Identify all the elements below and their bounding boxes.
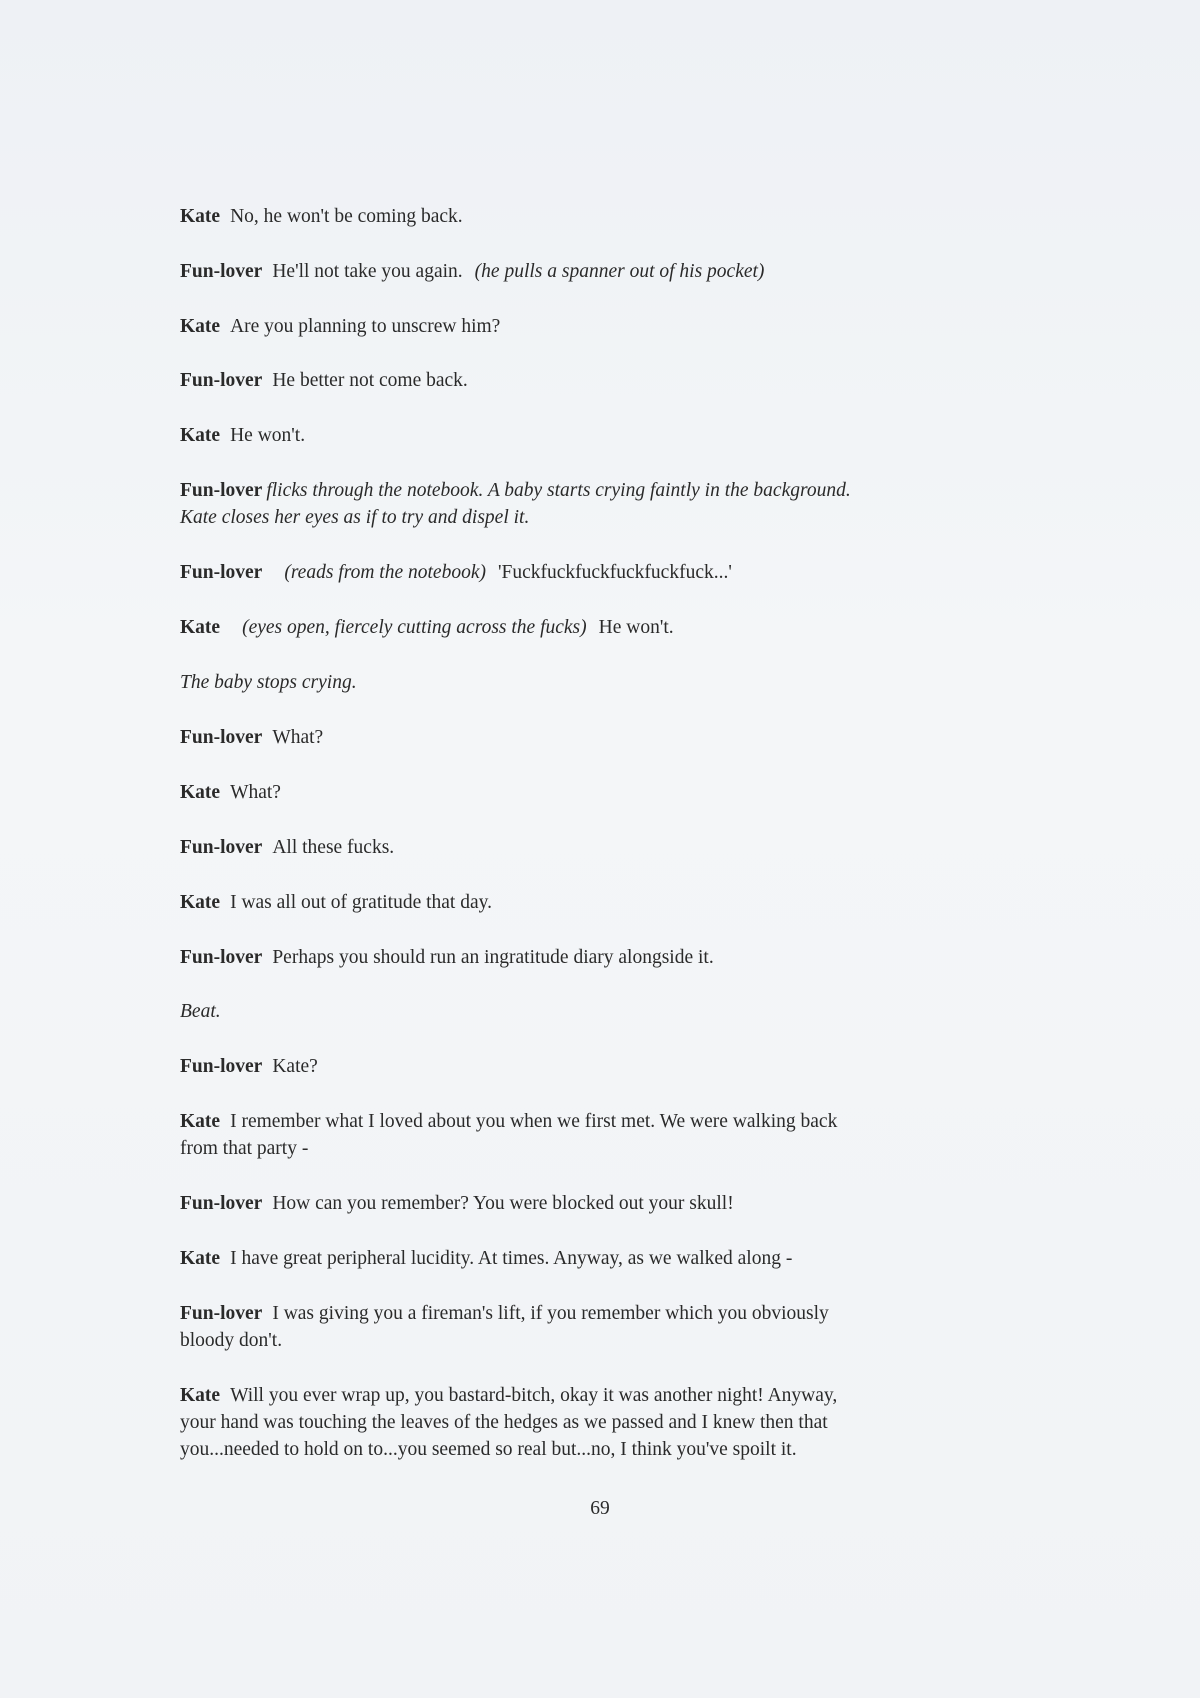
dialogue-line bbox=[180, 367, 468, 394]
dialogue-text: What? bbox=[272, 727, 324, 748]
dialogue-line bbox=[180, 1053, 318, 1080]
stage-direction-line bbox=[180, 669, 357, 696]
speaker-name: Kate bbox=[180, 1385, 221, 1406]
dialogue-line bbox=[180, 779, 281, 806]
speaker-name: Fun-lover bbox=[180, 947, 263, 968]
speaker-name: Kate bbox=[180, 1111, 221, 1132]
speaker-name: Fun-lover bbox=[180, 727, 263, 748]
dialogue-line bbox=[180, 203, 463, 230]
speaker-name: Fun-lover bbox=[180, 562, 263, 583]
dialogue-line bbox=[180, 559, 732, 586]
dialogue-line bbox=[180, 614, 674, 641]
dialogue-line bbox=[180, 422, 305, 449]
stage-direction: The baby stops crying. bbox=[180, 672, 357, 693]
stage-direction: Kate closes her eyes as if to try and dispel it. bbox=[180, 507, 530, 528]
dialogue-line bbox=[180, 724, 323, 751]
speaker-name: Kate bbox=[180, 425, 221, 446]
dialogue-line bbox=[180, 1108, 837, 1162]
dialogue-text: No, he won't be coming back. bbox=[230, 206, 463, 227]
dialogue-text: Perhaps you should run an ingratitude diary alongside it. bbox=[272, 947, 714, 968]
stage-direction: (reads from the notebook) bbox=[284, 562, 486, 583]
dialogue-text: He won't. bbox=[230, 425, 306, 446]
speaker-name: Fun-lover bbox=[180, 1303, 263, 1324]
speaker-name: Fun-lover bbox=[180, 1056, 263, 1077]
page-number: 69 bbox=[590, 1498, 610, 1519]
dialogue-text: Will you ever wrap up, you bastard-bitch, okay it was another night! Anyway, bbox=[230, 1385, 838, 1406]
stage-direction-line bbox=[180, 998, 221, 1025]
dialogue-text: He won't. bbox=[598, 617, 674, 638]
stage-direction: flicks through the notebook. A baby starts crying faintly in the background. bbox=[266, 480, 851, 501]
speaker-name: Kate bbox=[180, 316, 221, 337]
dialogue-text: I was giving you a fireman's lift, if you remember which you obviously bbox=[272, 1303, 829, 1324]
dialogue-line bbox=[180, 889, 492, 916]
dialogue-text: He better not come back. bbox=[272, 370, 468, 391]
dialogue-text: I was all out of gratitude that day. bbox=[230, 892, 492, 913]
dialogue-line bbox=[180, 313, 500, 340]
dialogue-text: you...needed to hold on to...you seemed so real but...no, I think you've spoilt it. bbox=[180, 1439, 797, 1460]
dialogue-text: 'Fuckfuckfuckfuckfuckfuck...' bbox=[497, 562, 732, 583]
dialogue-line bbox=[180, 834, 394, 861]
speaker-name: Kate bbox=[180, 782, 221, 803]
dialogue-text: your hand was touching the leaves of the hedges as we passed and I knew then that bbox=[180, 1412, 828, 1433]
speaker-name: Kate bbox=[180, 617, 221, 638]
dialogue-text: from that party - bbox=[180, 1138, 309, 1159]
dialogue-line bbox=[180, 1190, 734, 1217]
dialogue-line bbox=[180, 1382, 837, 1463]
dialogue-text: What? bbox=[230, 782, 281, 803]
dialogue-line bbox=[180, 944, 714, 971]
stage-direction: Beat. bbox=[180, 1001, 221, 1022]
dialogue-text: He'll not take you again. bbox=[272, 261, 463, 282]
speaker-name: Kate bbox=[180, 892, 221, 913]
dialogue-line bbox=[180, 1245, 792, 1272]
dialogue-line bbox=[180, 258, 764, 285]
speaker-name: Fun-lover bbox=[180, 480, 263, 501]
speaker-name: Fun-lover bbox=[180, 370, 263, 391]
stage-direction-block bbox=[180, 477, 851, 531]
dialogue-text: Are you planning to unscrew him? bbox=[230, 316, 501, 337]
dialogue-text: Kate? bbox=[272, 1056, 318, 1077]
dialogue-text: All these fucks. bbox=[272, 837, 395, 858]
dialogue-line bbox=[180, 1300, 829, 1354]
stage-direction: (he pulls a spanner out of his pocket) bbox=[474, 261, 765, 282]
speaker-name: Fun-lover bbox=[180, 261, 263, 282]
speaker-name: Fun-lover bbox=[180, 1193, 263, 1214]
speaker-name: Kate bbox=[180, 206, 221, 227]
dialogue-text: How can you remember? You were blocked out your skull! bbox=[272, 1193, 734, 1214]
speaker-name: Kate bbox=[180, 1248, 221, 1269]
stage-direction: (eyes open, fiercely cutting across the fucks) bbox=[242, 617, 587, 638]
dialogue-text: I have great peripheral lucidity. At times. Anyway, as we walked along - bbox=[230, 1248, 793, 1269]
speaker-name: Fun-lover bbox=[180, 837, 263, 858]
dialogue-text: bloody don't. bbox=[180, 1330, 283, 1351]
dialogue-text: I remember what I loved about you when we first met. We were walking back bbox=[230, 1111, 838, 1132]
